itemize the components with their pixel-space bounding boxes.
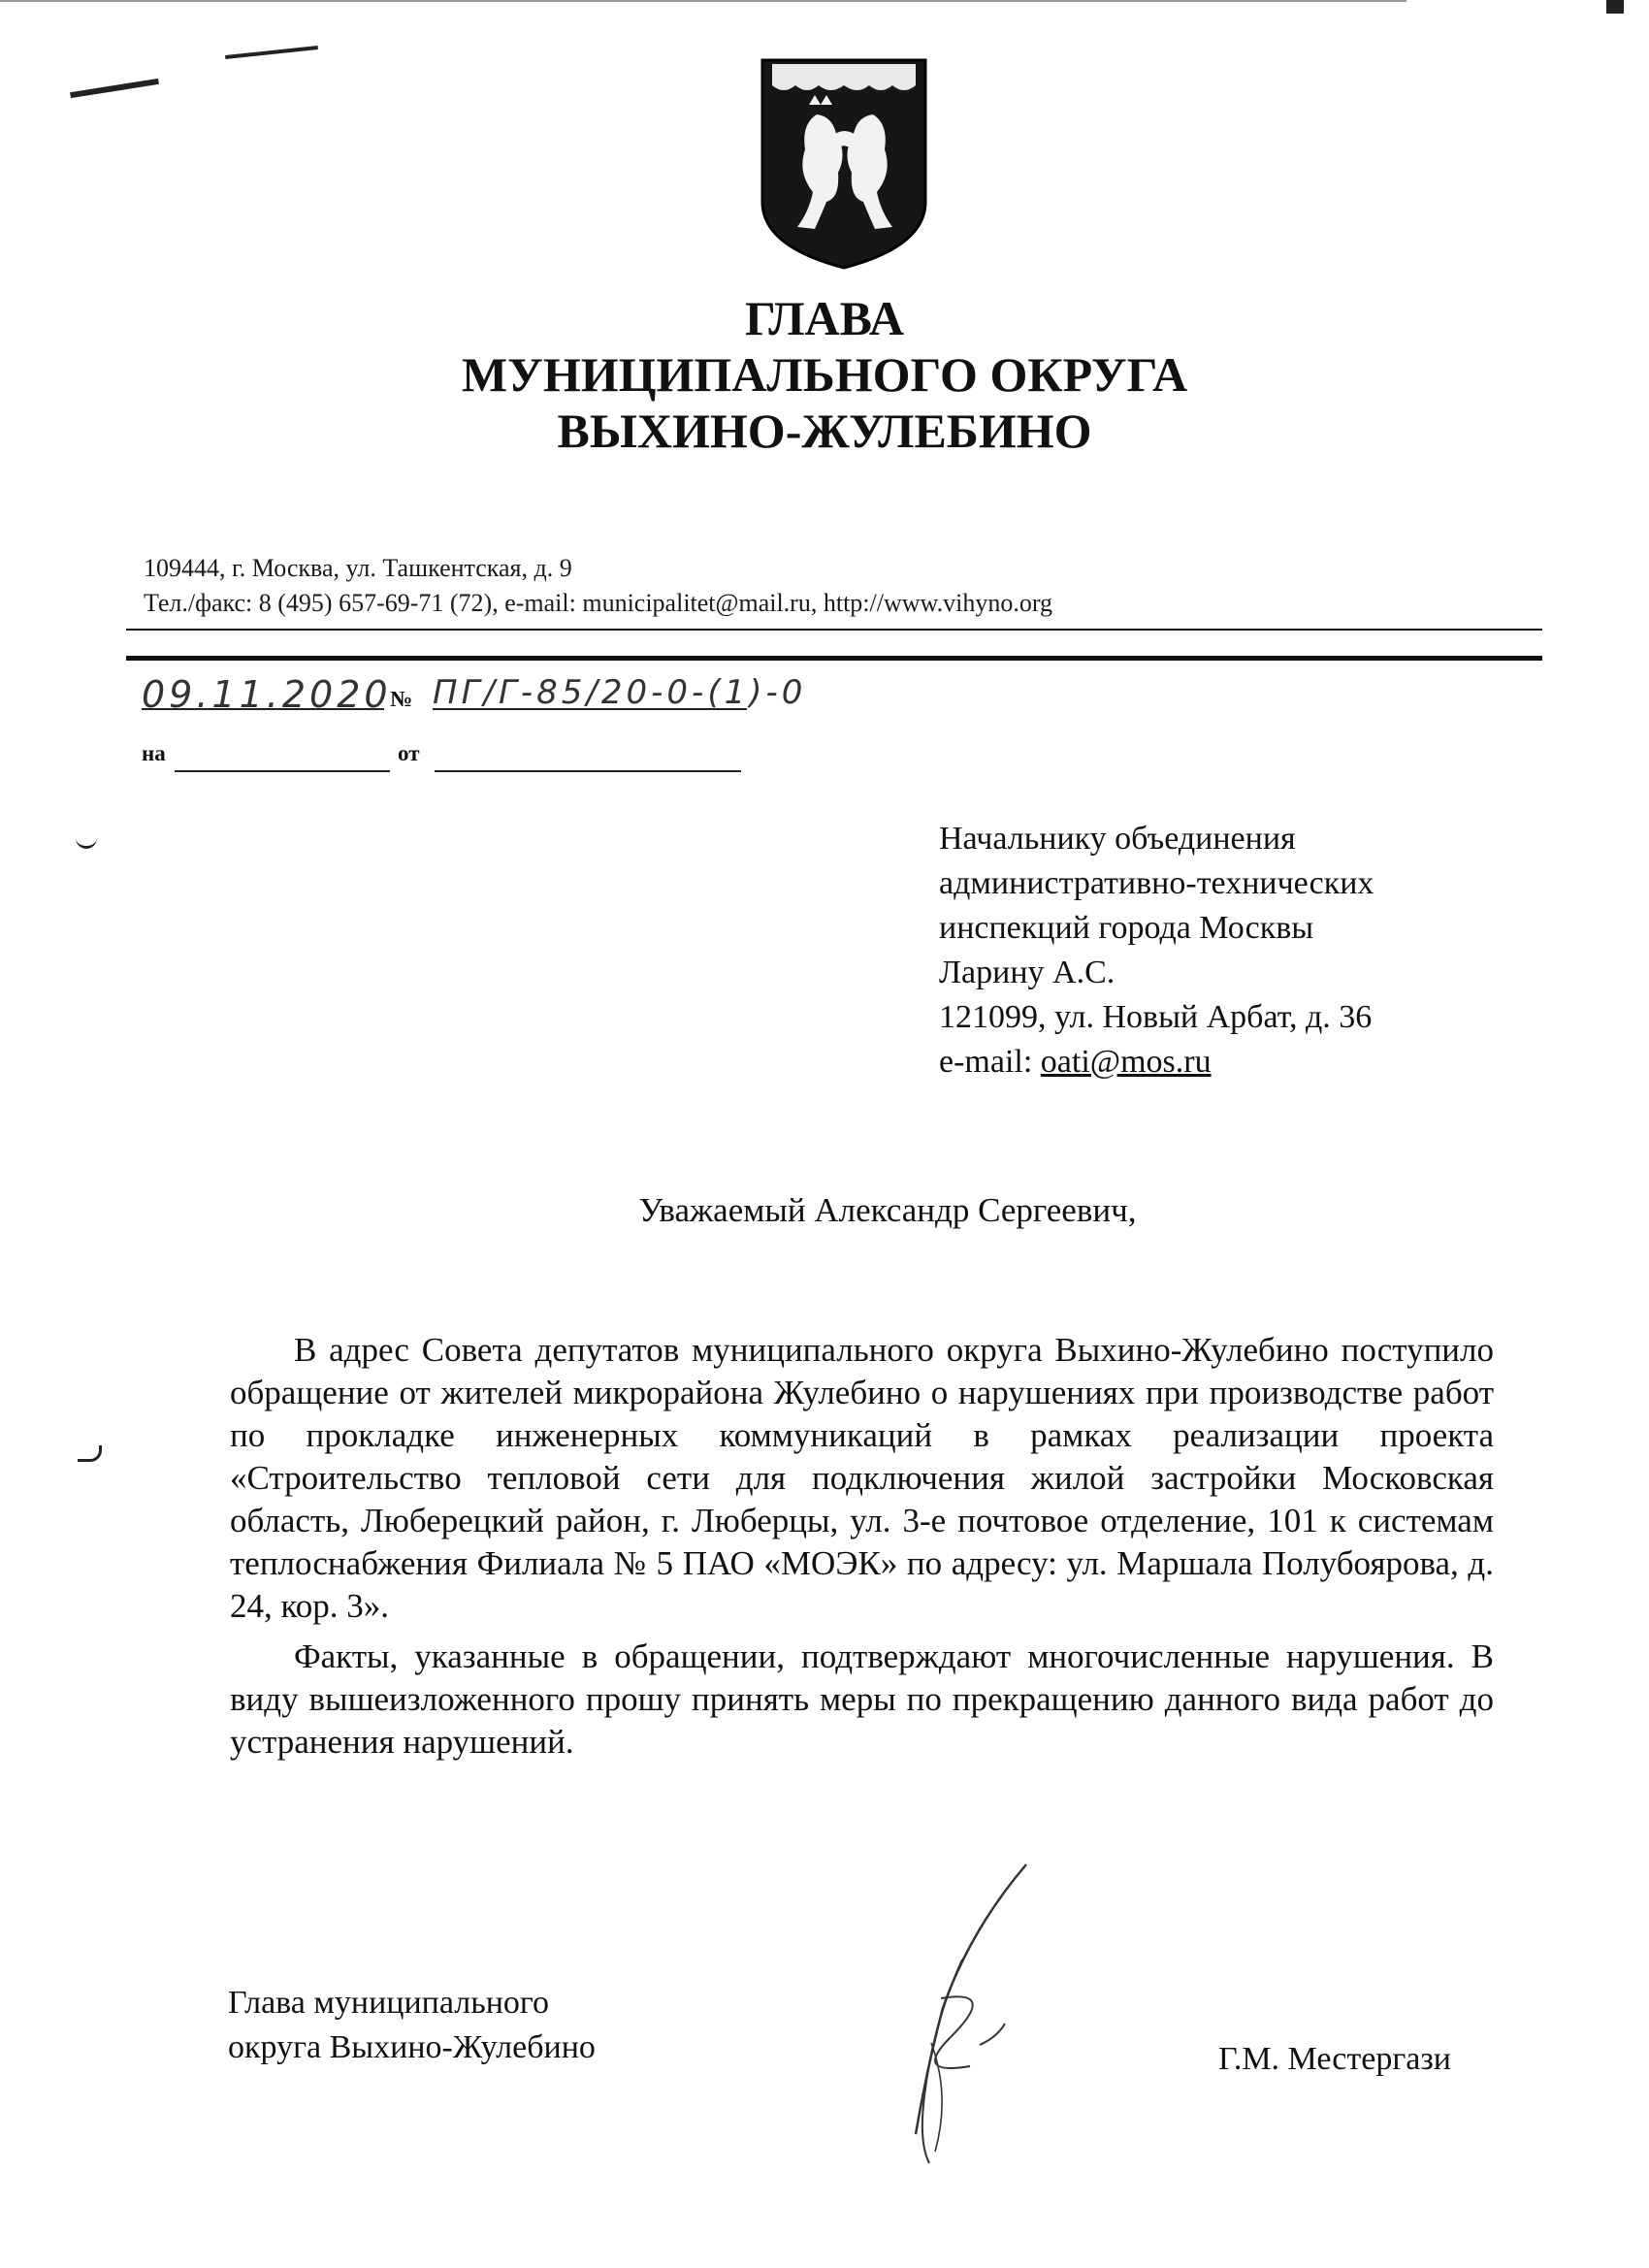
recipient-line: административно-технических <box>939 865 1374 901</box>
scan-mark <box>225 46 318 59</box>
scan-top-rule <box>0 0 1406 2</box>
email-label: e-mail: <box>939 1044 1041 1080</box>
na-label: на <box>142 741 166 765</box>
ot-field <box>435 747 741 772</box>
scan-edge <box>1606 0 1624 14</box>
header-rule-thin <box>126 629 1542 631</box>
letter-body <box>230 1329 1494 1764</box>
sender-address: 109444, г. Москва, ул. Ташкентская, д. 9 <box>144 554 572 582</box>
number-label: № <box>390 687 413 711</box>
scan-mark <box>70 79 159 98</box>
recipient-email-link[interactable]: oati@mos.ru <box>1040 1044 1212 1080</box>
registration-number: ПГ/Г-85/20-0-(1)-0 <box>433 673 807 712</box>
recipient-line: инспекций города Москвы <box>939 910 1314 946</box>
heading-line-1: ГЛАВА <box>745 291 904 345</box>
body-paragraph-1: В адрес Совета депутатов муниципального округа Выхино-Жулебино поступило обращение от жителей микрорайона Жулебино о нарушениях при производстве работ по прокладке инженерных коммуникаций в рамках реализации проекта «Строительство тепловой сети для подключения жилой застройки Московская область, Люберецкий район, г. Люберцы, ул. 3-е почтовое отделение, 101 к системам теплоснабжения Филиала № 5 ПАО «МОЭК» по адресу: ул. Маршала Полубоярова, д. 24, кор. 3». <box>230 1331 1494 1625</box>
body-paragraph-2: Факты, указанные в обращении, подтверждают многочисленные нарушения. В виду вышеизложенного прошу принять меры по прекращению данного вида работ до устранения нарушений. <box>230 1637 1494 1761</box>
recipient-block <box>939 817 1374 1085</box>
margin-mark <box>76 836 97 849</box>
salutation: Уважаемый Александр Сергеевич, <box>638 1191 1137 1229</box>
na-field <box>175 747 390 772</box>
signatory-title-line: Глава муниципального <box>228 1985 550 2021</box>
recipient-email-line <box>939 1040 1374 1085</box>
signatory-title-line: округа Выхино-Жулебино <box>228 2029 596 2065</box>
recipient-address: 121099, ул. Новый Арбат, д. 36 <box>939 999 1373 1035</box>
registration-date: 09.11.2020 <box>142 673 392 716</box>
coat-of-arms-icon <box>759 56 929 272</box>
heading-line-3: ВЫХИНО-ЖУЛЕБИНО <box>557 404 1092 458</box>
heading-line-2: МУНИЦИПАЛЬНОГО ОКРУГА <box>461 347 1188 402</box>
margin-mark <box>78 1445 102 1462</box>
recipient-line: Начальнику объединения <box>939 821 1296 857</box>
ot-label: от <box>398 741 420 765</box>
sender-contacts: Тел./факс: 8 (495) 657-69-71 (72), e-mail: municipalitet@mail.ru, http://www.vihyno.org <box>144 589 1053 617</box>
signatory-name: Г.М. Местергази <box>1218 2041 1451 2077</box>
signatory-title <box>228 1981 596 2070</box>
number-field <box>433 673 807 712</box>
date-field <box>142 673 392 716</box>
header-rule-thick <box>126 656 1542 661</box>
handwritten-signature <box>834 1843 1067 2173</box>
recipient-name: Ларину А.С. <box>939 955 1116 990</box>
